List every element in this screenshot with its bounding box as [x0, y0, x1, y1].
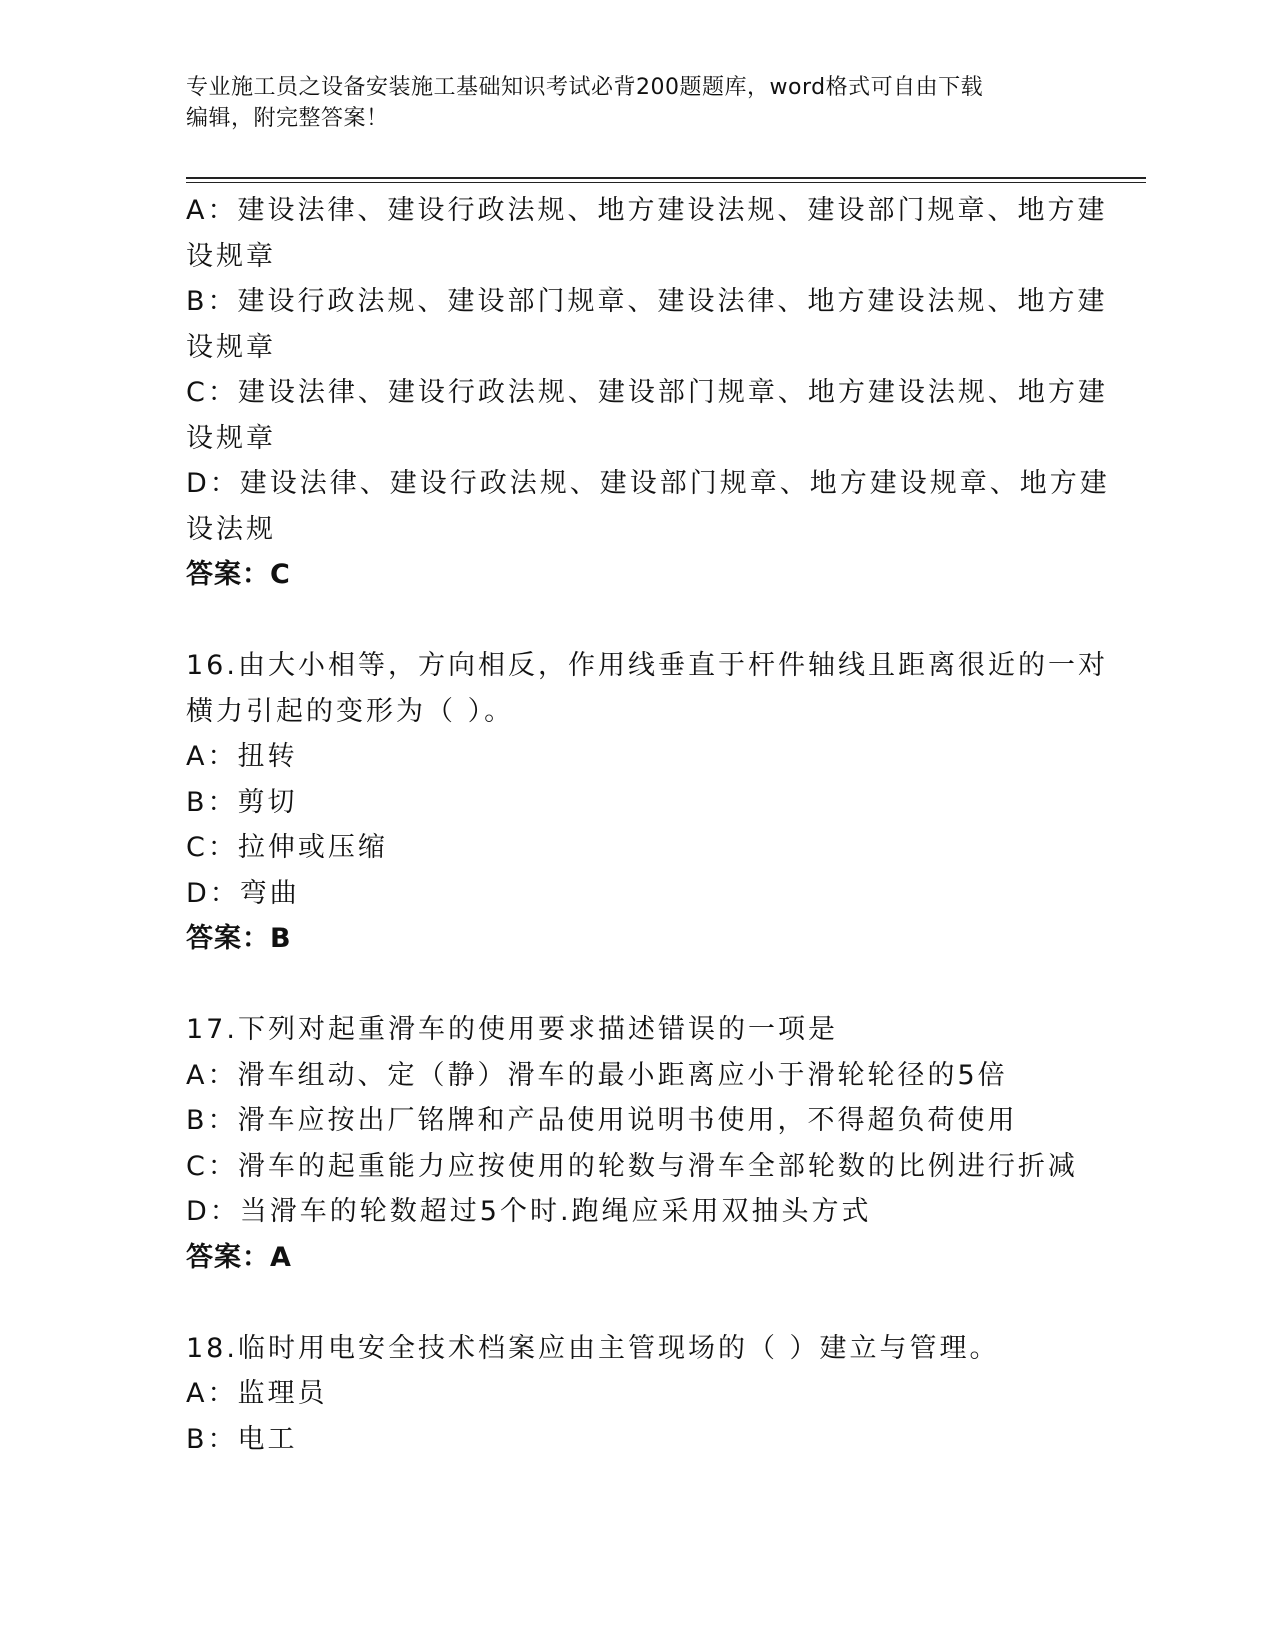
option-b: B：滑车应按出厂铭牌和产品使用说明书使用，不得超负荷使用: [186, 1105, 1018, 1136]
option-c: C：拉伸或压缩: [186, 832, 388, 863]
option-a: A：扭转: [186, 741, 298, 772]
header-line-1: 专业施工员之设备安装施工基础知识考试必背200题题库，word格式可自由下载: [186, 75, 984, 100]
spacer: [186, 962, 1086, 1008]
question-18: [186, 1326, 1086, 1463]
option-b-line-1: B：建设行政法规、建设部门规章、建设法律、地方建设法规、地方建: [186, 286, 1108, 317]
question-stem: 18.临时用电安全技术档案应由主管现场的（ ）建立与管理。: [186, 1332, 1000, 1364]
answer-text: 答案：A: [186, 1241, 292, 1273]
option-b: B：剪切: [186, 786, 298, 818]
option-c: C：滑车的起重能力应按使用的轮数与滑车全部轮数的比例进行折减: [186, 1150, 1078, 1182]
question-content: [186, 188, 1110, 1462]
option-d-line-2: 设法规: [186, 513, 276, 545]
option-d: D：当滑车的轮数超过5个时.跑绳应采用双抽头方式: [186, 1196, 872, 1227]
option-c-line-2: 设规章: [186, 422, 276, 454]
option-a: A：监理员: [186, 1378, 328, 1409]
option-d: D：弯曲: [186, 877, 300, 909]
answer-text: 答案：C: [186, 559, 291, 590]
question-16: [186, 643, 1108, 962]
option-c-line-1: C：建设法律、建设行政法规、建设部门规章、地方建设法规、地方建: [186, 377, 1108, 408]
header-divider-thin: [186, 182, 1146, 183]
document-header: [186, 72, 1066, 134]
spacer: [186, 1280, 1086, 1326]
prev-question: [186, 188, 1110, 598]
header-divider-thick: [186, 177, 1146, 179]
option-a: A：滑车组动、定（静）滑车的最小距离应小于滑轮轮径的5倍: [186, 1059, 1008, 1091]
option-b-line-2: 设规章: [186, 331, 276, 363]
question-17: [186, 1007, 1086, 1280]
header-line-2: 编辑，附完整答案！: [186, 106, 389, 131]
answer-text: 答案：B: [186, 923, 292, 954]
question-stem: 17.下列对起重滑车的使用要求描述错误的一项是: [186, 1014, 838, 1045]
option-d-line-1: D：建设法律、建设行政法规、建设部门规章、地方建设规章、地方建: [186, 468, 1110, 499]
question-stem-line-2: 横力引起的变形为（ ）。: [186, 695, 515, 727]
spacer: [186, 598, 1086, 644]
question-stem-line-1: 16.由大小相等，方向相反，作用线垂直于杆件轴线且距离很近的一对: [186, 650, 1108, 681]
option-b: B：电工: [186, 1423, 298, 1455]
option-a-line-2: 设规章: [186, 240, 276, 272]
option-a-line-1: A：建设法律、建设行政法规、地方建设法规、建设部门规章、地方建: [186, 195, 1108, 226]
